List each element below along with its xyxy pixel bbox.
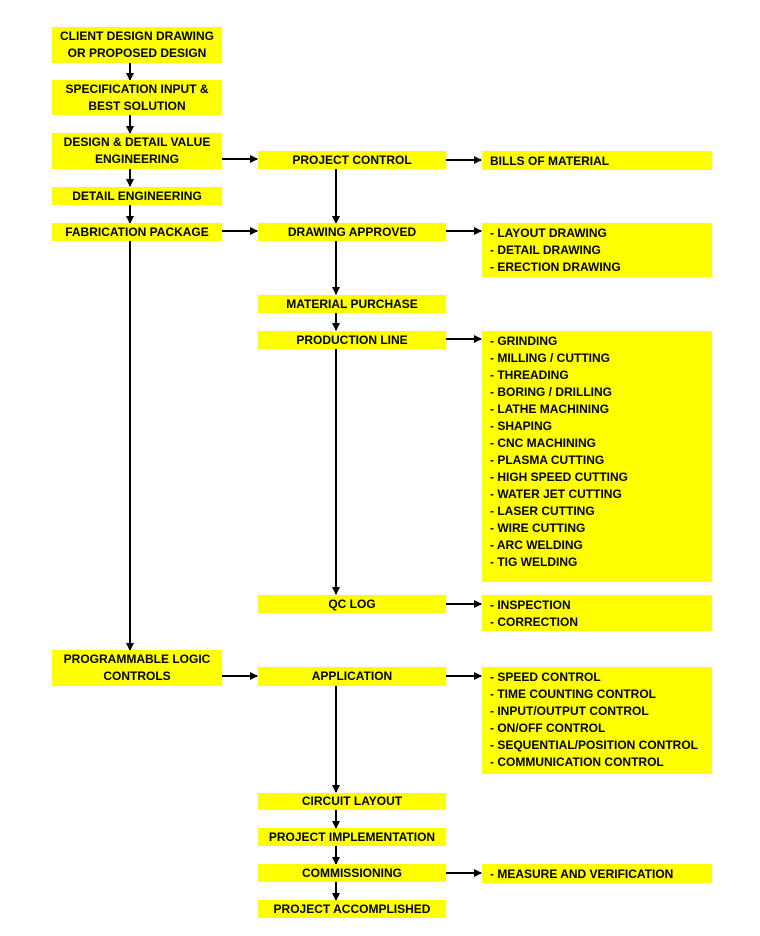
list-item: - WATER JET CUTTING [490,487,622,501]
application-box [258,667,446,686]
drawings-list-box [482,223,712,277]
detail-engineering-box [52,187,222,205]
list-item: - SHAPING [490,419,553,433]
commissioning-box [258,864,446,882]
specification-line-2: BEST SOLUTION [88,98,186,113]
list-item: - COMMUNICATION CONTROL [490,755,664,769]
list-item: - INSPECTION [490,598,571,612]
list-item: - CORRECTION [490,615,578,629]
project-accomplished-label: PROJECT ACCOMPLISHED [273,901,431,916]
project-implementation-box [258,828,446,846]
plc-box [52,650,222,686]
list-item: - ON/OFF CONTROL [490,721,606,735]
project-accomplished-box [258,900,446,918]
specification-line-1: SPECIFICATION INPUT & [65,81,209,96]
fabrication-package-box [52,223,222,241]
list-item: - BORING / DRILLING [490,385,612,399]
list-item: - CNC MACHINING [490,436,596,450]
bills-of-material-label: BILLS OF MATERIAL [490,154,610,168]
qc-actions-list-box [482,595,712,631]
list-item: - INPUT/OUTPUT CONTROL [490,704,649,718]
production-line-label: PRODUCTION LINE [296,332,408,347]
detail-engineering-label: DETAIL ENGINEERING [72,188,202,203]
measure-box [482,864,712,883]
value-engineering-box [52,133,222,169]
project-control-label: PROJECT CONTROL [292,152,412,167]
processes-list-box [482,331,712,582]
bills-of-material-box [482,151,712,170]
list-item: - LASER CUTTING [490,504,595,518]
commissioning-label: COMMISSIONING [301,865,402,880]
list-item: - SEQUENTIAL/POSITION CONTROL [490,738,699,752]
list-item: - ARC WELDING [490,538,583,552]
plc-line-2: CONTROLS [103,669,171,683]
list-item: - LATHE MACHINING [490,402,610,416]
list-item: - WIRE CUTTING [490,521,586,535]
qc-log-box [258,595,446,613]
circuit-layout-box [258,793,446,810]
plc-line-1: PROGRAMMABLE LOGIC [63,652,211,666]
fabrication-package-label: FABRICATION PACKAGE [65,224,209,239]
list-item: - DETAIL DRAWING [490,243,601,257]
circuit-layout-label: CIRCUIT LAYOUT [301,794,403,808]
list-item: - MILLING / CUTTING [490,351,610,365]
list-item: - TIME COUNTING CONTROL [490,687,656,701]
drawing-approved-label: DRAWING APPROVED [287,224,417,239]
list-item: - THREADING [490,368,569,382]
list-item: - SPEED CONTROL [490,670,601,684]
list-item: - HIGH SPEED CUTTING [490,470,629,484]
application-label: APPLICATION [311,669,393,683]
production-line-box [258,331,446,349]
value-engineering-line-1: DESIGN & DETAIL VALUE [63,135,211,149]
qc-log-label: QC LOG [328,596,376,611]
list-item: - PLASMA CUTTING [490,453,605,467]
material-purchase-label: MATERIAL PURCHASE [286,296,418,311]
list-item: - ERECTION DRAWING [490,260,621,274]
project-control-box [258,151,446,169]
client-design-line-2: OR PROPOSED DESIGN [67,46,207,60]
drawing-approved-box [258,223,446,241]
controls-list-box [482,667,712,774]
material-purchase-box [258,295,446,313]
list-item: - LAYOUT DRAWING [490,226,607,240]
measure-label: - MEASURE AND VERIFICATION [490,867,674,881]
list-item: - GRINDING [490,334,558,348]
client-design-line-1: CLIENT DESIGN DRAWING [59,29,214,43]
value-engineering-line-2: ENGINEERING [94,152,179,166]
specification-box [52,80,222,115]
project-implementation-label: PROJECT IMPLEMENTATION [268,829,436,844]
client-design-box [52,27,222,63]
list-item: - TIG WELDING [490,555,578,569]
